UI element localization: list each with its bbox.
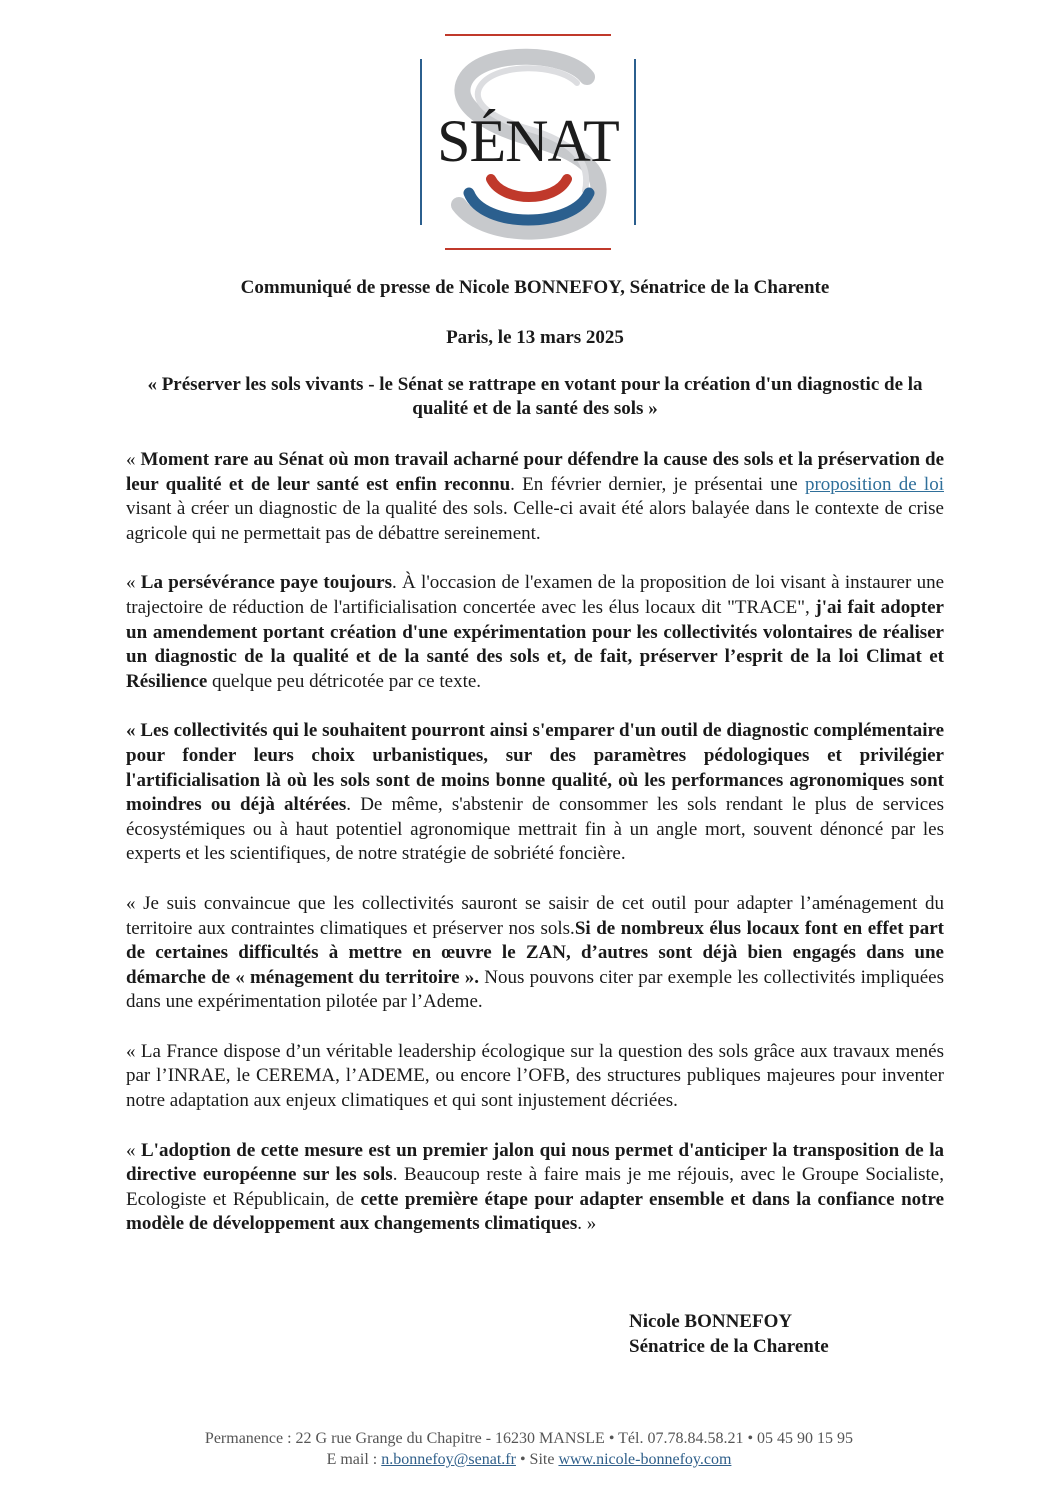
text-span: Nous pouvons citer par exemple les collectivités impliquées dans une expérimentation pilotée par l’Ademe. — [126, 966, 944, 1013]
text-span: « Je suis convaincue que les collectivités sauront se saisir de cet outil pour adapter l’aménagement du territoire aux contraintes climatiques et préserver nos sols. — [126, 892, 944, 939]
text-span: « — [126, 1139, 141, 1161]
text-span: « — [126, 572, 141, 594]
press-release-title: « Préserver les sols vivants - le Sénat se rattrape en votant pour la création d'un diagnostic de la qualité et de la santé des sols » — [147, 374, 923, 419]
text-span: . De même, s'abstenir de consommer les sols rendant le plus de services écosystémiques ou à haut potentiel agronomique mettrait fin à un angle mort, souvent dénoncé par les experts et les scientifiques, de notre stratégie de sobriété foncière. — [126, 794, 944, 865]
footer-contact — [0, 1449, 1058, 1470]
footer-address: Permanence : 22 G rue Grange du Chapitre - 16230 MANSLE • Tél. 07.78.84.58.21 • 05 45 90 15 95 — [204, 1430, 854, 1447]
press-release-body — [126, 448, 944, 1262]
site-label: • Site — [515, 1451, 559, 1468]
senat-logo-graphic — [417, 33, 639, 251]
date-heading: Paris, le 13 mars 2025 — [446, 327, 624, 348]
text-span: . À l'occasion de l'examen de la proposition de loi visant à instaurer une trajectoire de réduction de l'artificialisation concertée avec les élus locaux dit "TRACE", — [126, 572, 945, 618]
paragraph-1 — [126, 448, 944, 546]
bold-span: Si de nombreux élus locaux font en effet part de certaines difficultés à mettre en œuvre le ZAN, d’autres sont déjà bien engagés dans une démarche de « ménagement du territoire ». — [126, 917, 944, 988]
paragraph-5 — [126, 1040, 944, 1114]
text-span: . Beaucoup reste à faire mais je me réjouis, avec le Groupe Socialiste, Ecologiste et Républicain, de — [126, 1164, 944, 1210]
paragraph-6 — [126, 1139, 944, 1237]
text-span: « — [126, 449, 141, 470]
paragraph-2 — [126, 571, 944, 694]
email-label: E mail : — [326, 1451, 382, 1468]
footer — [0, 1428, 1058, 1470]
senat-logo — [417, 33, 639, 251]
bold-span: L'adoption de cette mesure est un premier jalon qui nous permet d'anticiper la transposition de la directive européenne sur les sols — [126, 1139, 945, 1186]
logo-text: SÉNAT — [437, 108, 619, 174]
signature-name: Nicole BONNEFOY — [629, 1311, 793, 1332]
text-span: visant à créer un diagnostic de la qualité des sols. Celle-ci avait été alors balayée dans le contexte de crise agricole qui ne permettait pas de débattre sereinement. — [126, 498, 944, 544]
paragraph-3 — [126, 719, 944, 867]
signature-block — [629, 1309, 829, 1359]
bold-span: cette première étape pour adapter ensemble et dans la confiance notre modèle de développement aux changements climatiques — [126, 1188, 945, 1235]
bold-span: Moment rare au Sénat où mon travail acharné pour défendre la cause des sols et la préservation de leur qualité et de leur santé est enfin reconnu — [126, 449, 944, 495]
communique-heading: Communiqué de presse de Nicole BONNEFOY, Sénatrice de la Charente — [240, 277, 830, 298]
text-span: quelque peu détricotée par ce texte. — [207, 670, 482, 692]
text-span: « La France dispose d’un véritable leadership écologique sur la question des sols grâce aux travaux menés par l’INRAE, le CEREMA, l’ADEME, ou encore l’OFB, des structures publiques majeures pour inventer notre adaptation aux enjeux climatiques et qui sont injustement décriées. — [126, 1040, 944, 1112]
bold-span: j'ai fait adopter un amendement portant création d'une expérimentation pour les collectivités volontaires de réaliser un diagnostic de la qualité et de la santé des sols et, de fait, préserver l’esprit de la loi Climat et Résilience — [126, 596, 944, 692]
bold-span: La persévérance paye toujours — [140, 572, 393, 594]
proposition-de-loi-link[interactable]: proposition de loi — [804, 473, 944, 495]
website-link[interactable]: www.nicole-bonnefoy.com — [558, 1451, 732, 1468]
text-span: . En février dernier, je présentai une — [510, 473, 805, 495]
bold-span: « Les collectivités qui le souhaitent pourront ainsi s'emparer d'un outil de diagnostic complémentaire pour fonder leurs choix urbanistiques, sur des paramètres pédologiques et privilégier l'artificialisation là où les sols sont de moins bonne qualité, où les performances agronomiques sont moindres ou déjà altérées — [126, 720, 944, 816]
paragraph-4 — [126, 892, 944, 1015]
text-span: . » — [577, 1213, 597, 1235]
signature-role: Sénatrice de la Charente — [629, 1336, 829, 1357]
email-link[interactable]: n.bonnefoy@senat.fr — [381, 1451, 516, 1468]
